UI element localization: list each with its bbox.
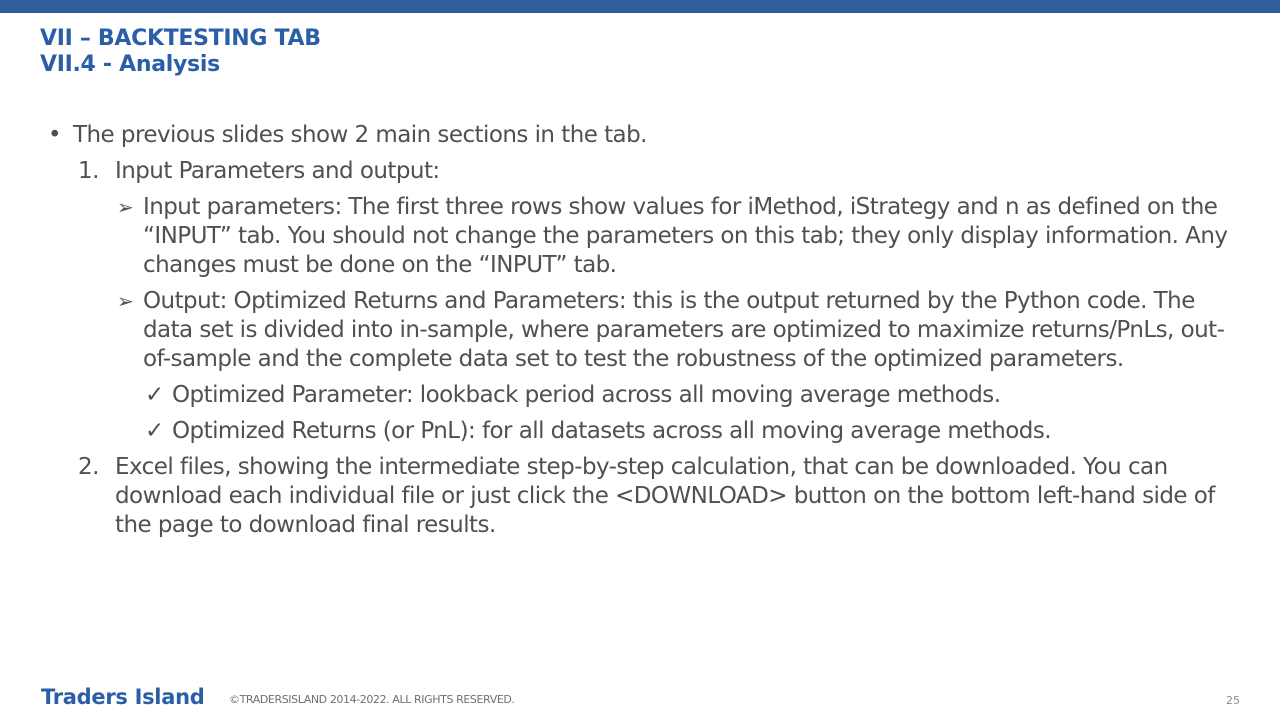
section-title: VII – BACKTESTING TAB [40,26,321,51]
list-item-2 [48,453,1248,540]
top-accent-bar [0,0,1280,13]
list-number: 2. [78,454,99,480]
copyright-notice: ©TRADERSISLAND 2014-2022. ALL RIGHTS RESERVED. [229,693,515,706]
sub-item-text: Output: Optimized Returns and Parameters: this is the output returned by the Python code. The data set is divided into in-sample, where parameters are optimized to maximize returns/PnLs, out-of-sample and the complete data set to test the robustness of the optimized parameters. [143,288,1225,372]
sub-item-input-parameters [48,193,1248,280]
check-item-optimized-returns [48,417,1248,446]
list-item-1 [48,157,1248,186]
checkmark-icon: ✓ [145,382,164,408]
sub-item-text: Input parameters: The first three rows show values for iMethod, iStrategy and n as defined on the “INPUT” tab. You should not change the parameters on this tab; they only display information. Any changes must be done on the “INPUT” tab. [143,194,1228,278]
intro-text: The previous slides show 2 main sections in the tab. [73,122,647,148]
checkmark-icon: ✓ [145,418,164,444]
slide-header [40,26,321,78]
list-item-text: Input Parameters and output: [115,158,440,184]
slide-body [48,121,1248,540]
traders-island-logo: Traders Island [41,685,205,709]
check-item-text: Optimized Parameter: lookback period across all moving average methods. [172,382,1001,408]
page-number: 25 [1226,694,1240,707]
bullet-icon: • [48,122,62,148]
list-item-text: Excel files, showing the intermediate step-by-step calculation, that can be downloaded. You can download each individual file or just click the <DOWNLOAD> button on the bottom left-hand side of the page to download final results. [115,454,1215,538]
sub-item-output [48,287,1248,374]
check-item-text: Optimized Returns (or PnL): for all datasets across all moving average methods. [172,418,1052,444]
check-item-optimized-parameter [48,381,1248,410]
subsection-title: VII.4 - Analysis [40,52,220,77]
list-number: 1. [78,158,99,184]
intro-bullet [48,121,1248,150]
arrow-bullet-icon: ➢ [117,289,134,313]
arrow-bullet-icon: ➢ [117,195,134,219]
